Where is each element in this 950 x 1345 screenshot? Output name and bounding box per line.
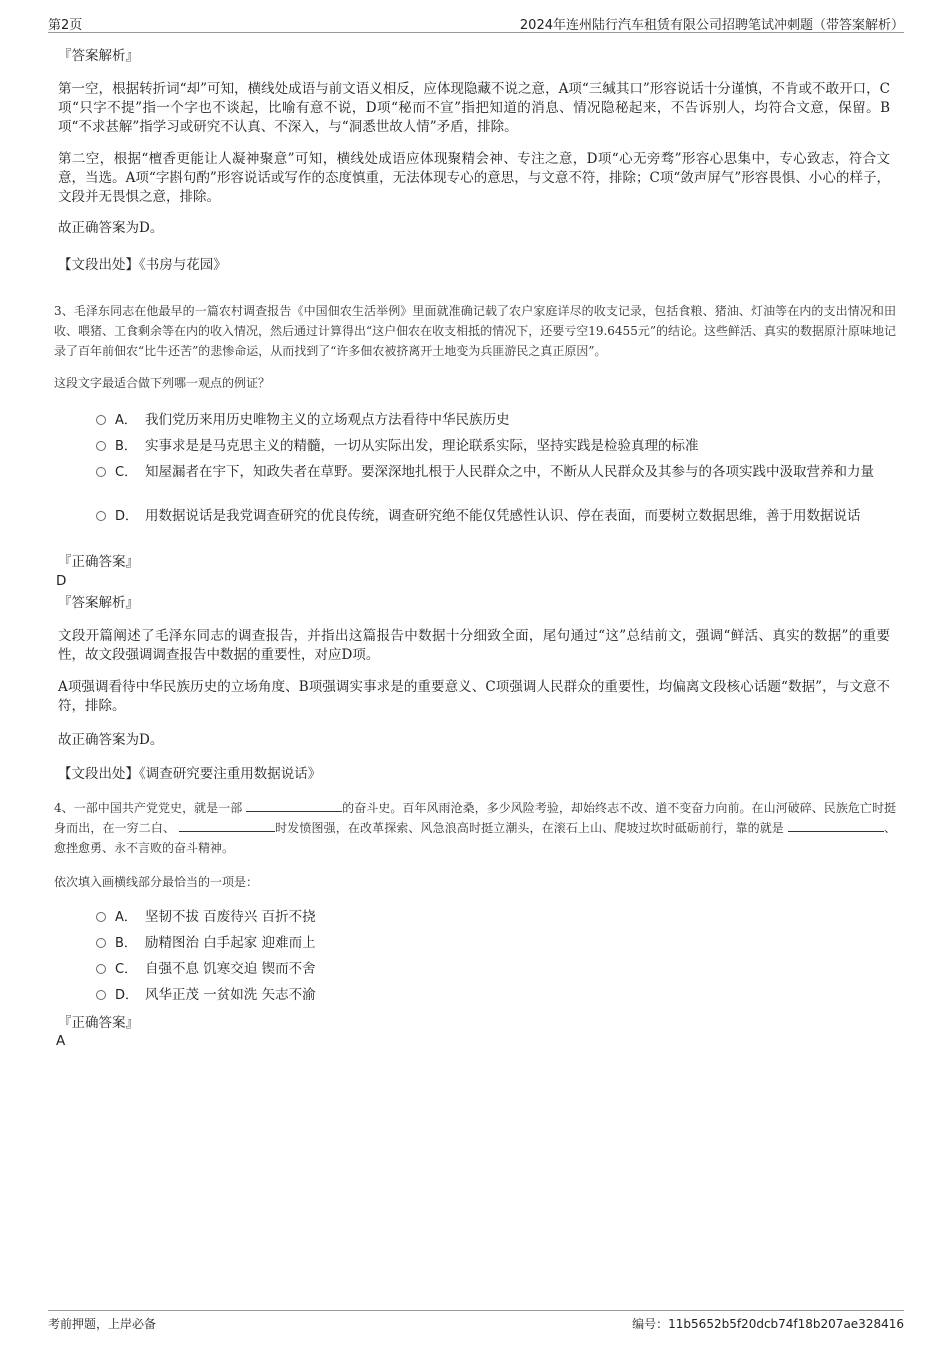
q3-option-a[interactable] (96, 409, 886, 432)
q3-analysis-paragraph-2: A项强调看待中华民族历史的立场角度、B项强调实事求是的重要意义、C项强调人民群众的重要性，均偏离文段核心话题“数据”，与文意不符，排除。 (58, 679, 890, 714)
q3-conclusion: 故正确答案为D。 (58, 732, 164, 748)
q4-stem-part: 、愈挫愈勇、永不言败的奋斗精神。 (54, 821, 896, 855)
q3-option-c[interactable] (96, 461, 886, 484)
option-key: D． (115, 988, 139, 1003)
q4-question: 依次填入画横线部分最恰当的一项是： (54, 875, 259, 889)
q2-conclusion: 故正确答案为D。 (58, 220, 164, 236)
q2-analysis-paragraph-2: 第二空，根据“檀香更能让人凝神聚意”可知，横线处成语应体现聚精会神、专注之意，D项“心无旁骛”形容心思集中，专心致志，符合文意，当选。A项“字斟句酌”形容说话或写作的态度慎重，无法体现专心的意思，与文意不符，排除；C项“敛声屏气”形容畏惧、小心的样子，文段并无畏惧之意，排除。 (58, 151, 890, 205)
q3-answer: D (56, 573, 67, 589)
option-text: 励精图治 白手起家 迎难而上 (145, 935, 316, 951)
page-header (48, 12, 904, 33)
radio-icon[interactable] (96, 441, 106, 451)
option-key: A． (115, 910, 137, 925)
option-key: D． (115, 509, 139, 524)
option-text: 风华正茂 一贫如洗 矢志不渝 (145, 987, 316, 1003)
q4-option-b[interactable] (96, 932, 886, 955)
q3-source: 【文段出处】《调查研究要注重用数据说话》 (58, 766, 322, 782)
radio-icon[interactable] (96, 511, 106, 521)
q4-answer-label: 『正确答案』 (58, 1015, 139, 1031)
radio-icon[interactable] (96, 964, 106, 974)
document-title: 2024年连州陆行汽车租赁有限公司招聘笔试冲刺题（带答案解析） (519, 18, 904, 33)
q4-option-a[interactable] (96, 906, 886, 929)
q4-option-d[interactable] (96, 984, 886, 1007)
q3-option-b[interactable] (96, 435, 886, 458)
q2-analysis-paragraph-1: 第一空，根据转折词“却”可知，横线处成语与前文语义相反，应体现隐藏不说之意，A项“三缄其口”形容说话十分谨慎，不肯或不敢开口，C项“只字不提”指一个字也不谈起，比喻有意不说，D项“秘而不宣”指把知道的消息、情况隐秘起来，不告诉别人，均符合文意，保留。B项“不求甚解”指学习或研究不认真、不深入，与“洞悉世故人情”矛盾，排除。 (58, 81, 890, 135)
radio-icon[interactable] (96, 912, 106, 922)
q3-question: 这段文字最适合做下列哪一观点的例证？ (54, 376, 271, 390)
option-key: C． (115, 465, 138, 480)
q3-option-d[interactable] (96, 505, 886, 528)
option-key: B． (115, 936, 137, 951)
q3-stem: 3、毛泽东同志在他最早的一篇农村调查报告《中国佃农生活举例》里面就准确记载了农户家庭详尽的收支记录，包括食粮、猪油、灯油等在内的支出情况和田收、喂猪、工食剩余等在内的收入情况，然后通过计算得出“这户佃农在收支相抵的情况下，还要亏空19.6455元”的结论。这些鲜活、真实的数据原汁原味地记录了百年前佃农“比牛还苦”的悲惨命运，从而找到了“许多佃农被挤离开土地变为兵匪游民之真正原因”。 (54, 304, 896, 358)
q2-source: 【文段出处】《书房与花园》 (58, 257, 227, 273)
option-key: A． (115, 413, 137, 428)
blank-line-3 (788, 819, 884, 832)
q4-stem-part: 时发愤图强，在改革探索、风急浪高时挺立潮头，在滚石上山、爬坡过坎时砥砺前行，靠的就是 (275, 821, 788, 835)
q3-answer-label: 『正确答案』 (58, 554, 139, 570)
document-id: 编号：11b5652b5f20dcb74f18b207ae328416 (632, 1317, 904, 1331)
option-text: 用数据说话是我党调查研究的优良传统，调查研究绝不能仅凭感性认识、停在表面，而要树立数据思维，善于用数据说话 (145, 508, 861, 524)
q4-stem-part: 4、一部中国共产党党史，就是一部 (54, 801, 247, 815)
blank-line-2 (179, 819, 275, 832)
q2-analysis-label: 『答案解析』 (58, 48, 139, 64)
radio-icon[interactable] (96, 415, 106, 425)
option-key: C． (115, 962, 138, 977)
option-text: 我们党历来用历史唯物主义的立场观点方法看待中华民族历史 (145, 412, 510, 428)
blank-line-1 (246, 799, 342, 812)
q4-stem (54, 798, 896, 858)
q4-option-c[interactable] (96, 958, 886, 981)
footer-slogan: 考前押题，上岸必备 (48, 1317, 157, 1331)
option-text: 知屋漏者在宇下，知政失者在草野。要深深地扎根于人民群众之中，不断从人民群众及其参与的各项实践中汲取营养和力量 (145, 464, 874, 480)
radio-icon[interactable] (96, 990, 106, 1000)
page-number: 第2页 (48, 18, 83, 33)
option-key: B． (115, 439, 137, 454)
option-text: 实事求是是马克思主义的精髓，一切从实际出发，理论联系实际，坚持实践是检验真理的标准 (145, 438, 699, 454)
q3-analysis-label: 『答案解析』 (58, 595, 139, 611)
radio-icon[interactable] (96, 467, 106, 477)
q4-answer: A (56, 1033, 66, 1049)
q4-stem-part: 的奋斗史。百年风雨沧桑，多少风险考验，却始终志不改、道不变奋力向前。在山河破碎、民族危亡时挺身而出，在一穷二白、 (54, 801, 896, 835)
q3-analysis-paragraph-1: 文段开篇阐述了毛泽东同志的调查报告，并指出这篇报告中数据十分细致全面，尾句通过“这”总结前文，强调“鲜活、真实的数据”的重要性，故文段强调调查报告中数据的重要性，对应D项。 (58, 628, 890, 663)
option-text: 自强不息 饥寒交迫 锲而不舍 (145, 961, 316, 977)
radio-icon[interactable] (96, 938, 106, 948)
option-text: 坚韧不拔 百废待兴 百折不挠 (145, 909, 316, 925)
page-footer (48, 1310, 904, 1333)
